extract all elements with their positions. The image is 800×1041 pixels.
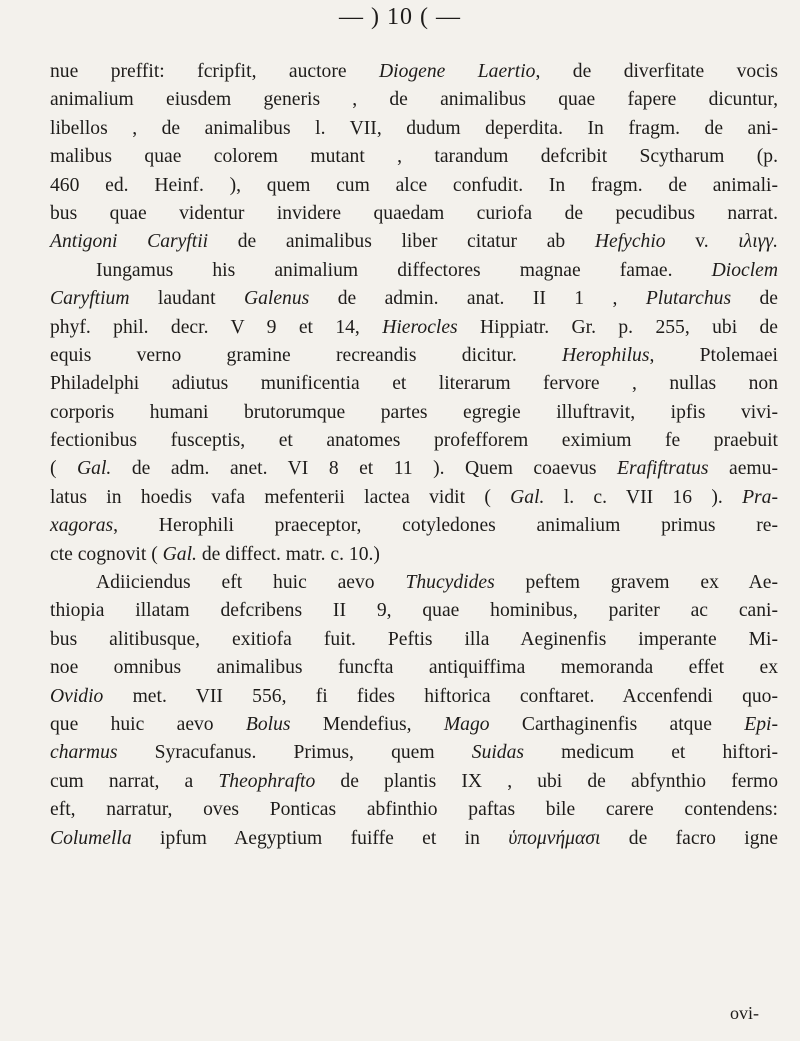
text-run: latus in hoedis vafa mefenterii lactea vidit (	[50, 486, 511, 508]
text-run: bus alitibusque, exitiofa fuit. Peftis illa Aeginenfis imperante Mi-	[50, 628, 778, 650]
italic-name: Gal.	[162, 543, 197, 565]
text-run: libellos , de animalibus l. VII, dudum deperdita. In fragm. de ani-	[50, 117, 778, 139]
text-run: eft, narratur, oves Ponticas abfinthio paftas bile carere contendens:	[50, 799, 778, 821]
text-line	[50, 654, 778, 682]
text-line	[50, 512, 778, 540]
text-run: Carthaginenfis atque	[489, 713, 745, 735]
text-line	[50, 228, 778, 256]
text-line	[50, 172, 778, 200]
italic-name: Erafiftratus	[617, 458, 709, 480]
text-line	[50, 711, 778, 739]
text-run: aemu-	[708, 458, 778, 480]
text-line	[50, 427, 778, 455]
italic-name: charmus	[50, 742, 118, 764]
text-line	[50, 455, 778, 483]
italic-name: ιλιγγ.	[738, 231, 778, 253]
text-line	[50, 541, 778, 569]
text-run: met. VII 556, fi fides hiftorica conftaret. Accenfendi quo-	[103, 685, 778, 707]
italic-name: xagoras	[50, 515, 114, 537]
text-run: phyf. phil. decr. V 9 et 14,	[50, 316, 383, 338]
italic-name: Columella	[50, 827, 132, 849]
text-run: l. c. VII 16 ).	[544, 486, 743, 508]
italic-name: Pra-	[742, 486, 778, 508]
text-run: (	[50, 458, 78, 480]
text-line	[50, 597, 778, 625]
text-run: de adm. anet. VI 8 et 11 ). Quem coaevus	[111, 458, 618, 480]
text-run: corporis humani brutorumque partes egregie illuftravit, ipfis vivi-	[50, 401, 778, 423]
italic-name: Ovidio	[50, 685, 104, 707]
italic-name: Epi-	[744, 713, 778, 735]
text-run: cte cognovit (	[50, 543, 163, 565]
text-run: thiopia illatam defcribens II 9, quae hominibus, pariter ac cani-	[50, 600, 778, 622]
text-line	[50, 768, 778, 796]
italic-name: Suidas	[471, 742, 525, 764]
text-run: Philadelphi adiutus munificentia et literarum fervore , nullas non	[50, 373, 778, 395]
text-run: que huic aevo	[50, 713, 246, 735]
text-run: , Herophili praeceptor, cotyledones animalium primus re-	[113, 515, 778, 537]
text-run: noe omnibus animalibus funcfta antiquiffima memoranda effet ex	[50, 657, 778, 679]
text-run: laudant	[129, 288, 244, 310]
italic-name: Gal.	[77, 458, 112, 480]
text-run: animalium eiusdem generis , de animalibus quae fapere dicuntur,	[50, 89, 778, 111]
text-run: , de diverfitate vocis	[535, 61, 778, 82]
text-run: v.	[665, 231, 739, 253]
text-line	[50, 115, 778, 143]
page-number: — ) 10 ( —	[339, 4, 461, 30]
text-line	[50, 739, 778, 767]
text-run: de	[731, 288, 778, 310]
text-run: malibus quae colorem mutant , tarandum defcribit Scytharum (p.	[50, 146, 778, 168]
text-line	[50, 86, 778, 114]
text-run: cum narrat, a	[50, 770, 219, 792]
text-line	[50, 200, 778, 228]
italic-name: Diogene Laertio	[378, 61, 536, 82]
text-line	[50, 143, 778, 171]
text-run: de admin. anat. II 1 ,	[309, 288, 646, 310]
text-line	[50, 825, 778, 853]
text-run: nue preffit: fcripfit, auctore	[50, 61, 379, 82]
text-run: de diffect. matr. c. 10.)	[196, 543, 380, 565]
body-text	[50, 58, 778, 853]
text-line	[50, 314, 778, 342]
text-line	[50, 626, 778, 654]
text-line	[50, 58, 778, 86]
text-line	[50, 683, 778, 711]
italic-name: Caryftium	[50, 288, 130, 310]
text-run: Mendefius,	[290, 713, 444, 735]
italic-name: Bolus	[245, 713, 291, 735]
italic-name: Hefychio	[594, 231, 666, 253]
italic-name: ὑπομνήμασι	[508, 827, 601, 849]
italic-name: Thucydides	[405, 572, 495, 594]
text-line	[50, 257, 778, 285]
text-line	[50, 399, 778, 427]
text-run: Syracufanus. Primus, quem	[117, 742, 472, 764]
italic-name: Gal.	[510, 486, 545, 508]
text-line	[50, 370, 778, 398]
text-run: medicum et hiftori-	[524, 742, 778, 764]
italic-name: Mago	[443, 713, 490, 735]
italic-name: Hierocles	[382, 316, 458, 338]
text-run: de plantis IX , ubi de abfynthio fermo	[315, 770, 778, 792]
catchword: ovi-	[730, 1003, 759, 1023]
italic-name: Plutarchus	[645, 288, 732, 310]
text-run: Iungamus his animalium diffectores magnae famae.	[96, 259, 712, 281]
text-line	[50, 285, 778, 313]
text-run: peftem gravem ex Ae-	[494, 572, 779, 594]
italic-name: Herophilus	[562, 344, 650, 366]
text-run: equis verno gramine recreandis dicitur.	[50, 344, 563, 366]
text-run: de animalibus liber citatur ab	[208, 231, 595, 253]
text-line	[50, 342, 778, 370]
text-run: de facro igne	[600, 827, 778, 849]
italic-name: Theophrafto	[218, 770, 316, 792]
text-run: Adiiciendus eft huic aevo	[96, 572, 406, 594]
text-line	[50, 569, 778, 597]
text-run: bus quae videntur invidere quaedam curiofa de pecudibus narrat.	[50, 202, 778, 224]
text-run: 460 ed. Heinf. ), quem cum alce confudit. In fragm. de animali-	[50, 174, 778, 196]
italic-name: Galenus	[243, 288, 310, 310]
text-run: Hippiatr. Gr. p. 255, ubi de	[457, 316, 779, 338]
italic-name: Dioclem	[711, 259, 778, 281]
text-run: fectionibus fusceptis, et anatomes profefforem eximium fe praebuit	[50, 430, 778, 452]
italic-name: Antigoni Caryftii	[50, 231, 209, 253]
text-line	[50, 796, 778, 824]
text-line	[50, 484, 778, 512]
text-run: ipfum Aegyptium fuiffe et in	[131, 827, 509, 849]
text-run: , Ptolemaei	[649, 344, 778, 366]
